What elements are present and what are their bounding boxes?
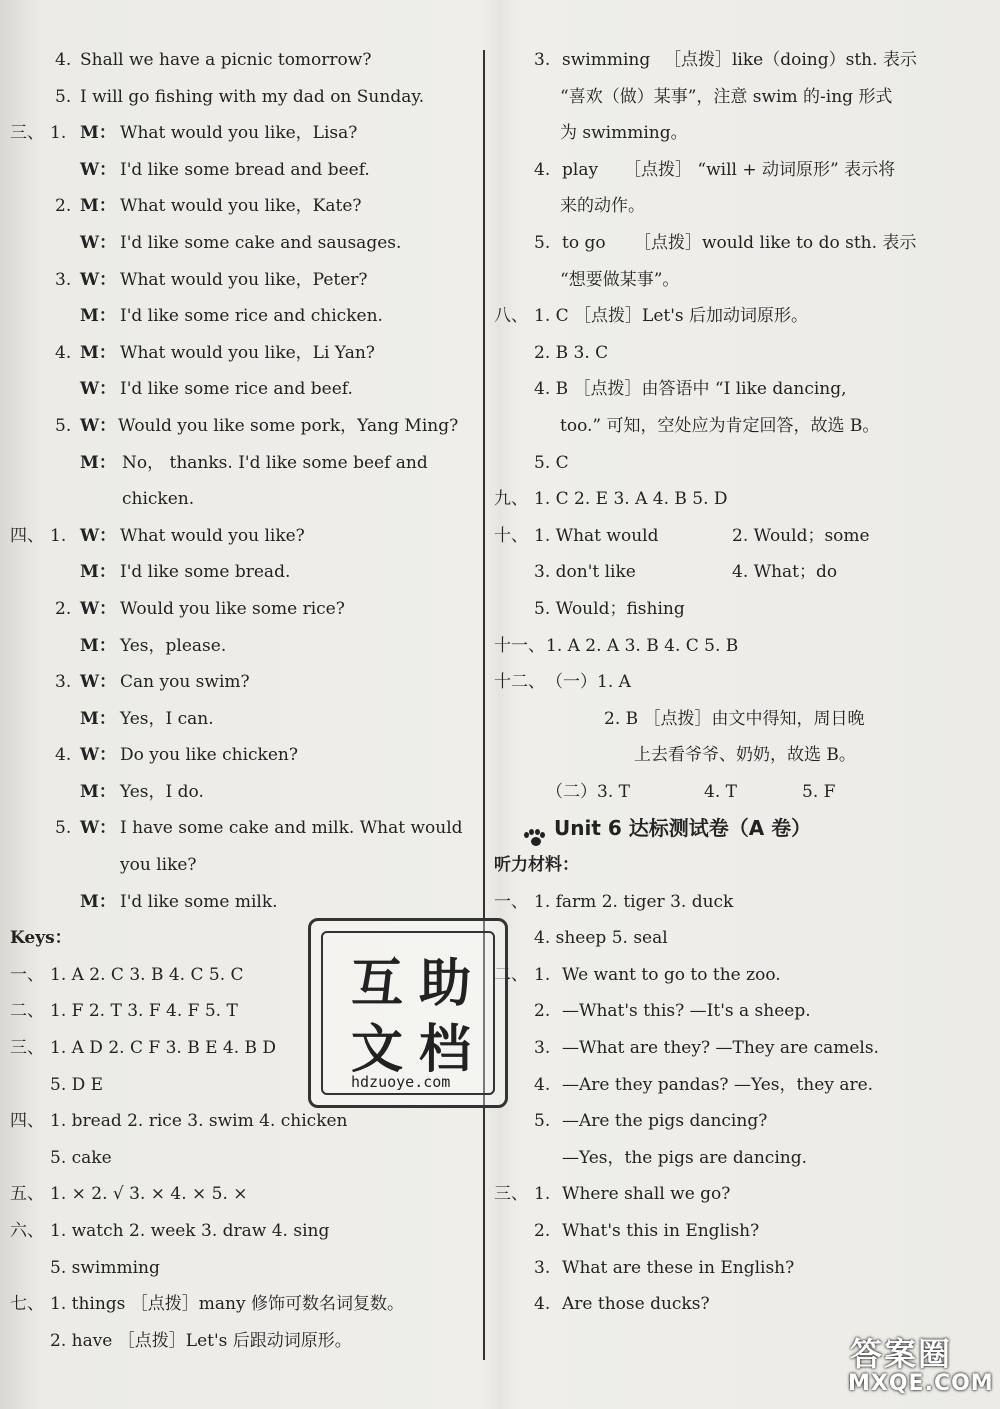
answer-text: 来的动作。 (560, 196, 645, 217)
answer-text: —Are the pigs dancing? (562, 1111, 768, 1132)
stamp-char-1: 互 (351, 954, 404, 1014)
answer-line (494, 152, 944, 189)
answer-line (494, 262, 944, 299)
answer-line (494, 1140, 944, 1177)
answer-text: I will go fishing with my dad on Sunday. (80, 86, 425, 107)
answer-line (494, 993, 944, 1030)
answer-text: chicken. (122, 489, 195, 510)
section-number: 四、 (10, 1111, 44, 1132)
answer-text: M： (80, 781, 116, 802)
answer-text: to go (562, 232, 606, 253)
answer-line (494, 884, 944, 921)
answer-line (10, 810, 465, 847)
section-number: 三、 (494, 1184, 528, 1205)
answer-text: M： (80, 635, 116, 656)
answer-text: Are those ducks? (562, 1294, 710, 1315)
answer-line (10, 408, 465, 445)
answer-line (494, 298, 944, 335)
answer-text: —What are they? —They are camels. (562, 1038, 879, 1059)
answer-text: M： (80, 196, 116, 217)
answer-line (10, 554, 465, 591)
answer-text: W： (80, 598, 117, 619)
right-column (494, 42, 944, 1323)
answer-text: Shall we have a picnic tomorrow? (80, 50, 372, 70)
answer-text: 1. watch 2. week 3. draw 4. sing (50, 1221, 330, 1241)
answer-text: 5. F (802, 781, 836, 802)
answer-text: “喜欢（做）某事”，注意 swim 的-ing 形式 (560, 86, 893, 107)
answer-text: too.” 可知，空处应为肯定回答，故选 B。 (560, 415, 880, 436)
answer-line (10, 1103, 465, 1140)
answer-line (494, 408, 944, 445)
answer-text: Where shall we go? (562, 1184, 731, 1205)
unit-heading: Unit 6 达标测试卷（A 卷） (554, 816, 812, 841)
answer-line (10, 1140, 465, 1177)
answer-text: 1. (50, 123, 67, 144)
answer-line (10, 298, 465, 335)
answer-text: 5. swimming (50, 1257, 160, 1278)
answer-line (494, 79, 944, 116)
answer-text: 3. (534, 50, 551, 70)
answer-line (494, 1250, 944, 1287)
answer-text: 5. C (534, 452, 569, 473)
answer-text: 4. (55, 50, 72, 70)
stamp-char-4: 档 (419, 1020, 472, 1080)
section-number: 六、 (10, 1221, 44, 1241)
answer-text: 4. (534, 1294, 551, 1315)
answer-text: 为 swimming。 (560, 123, 688, 144)
answer-text: What's this in English? (562, 1221, 760, 1241)
left-column (10, 42, 465, 1359)
answer-text: Yes，please. (120, 635, 227, 656)
section-number: 九、 (494, 489, 528, 510)
answer-line (494, 847, 944, 884)
answer-line (10, 225, 465, 262)
section-number: 三、 (10, 1038, 44, 1059)
answer-text: 1. × 2. √ 3. × 4. × 5. × (50, 1184, 248, 1205)
answer-line (10, 1250, 465, 1287)
watermark-url: MXQE.COM (848, 1371, 994, 1396)
answer-line (10, 1213, 465, 1250)
answer-text: ［点拨］ “will + 动词原形” 表示将 (624, 159, 896, 180)
answer-text: 1. farm 2. tiger 3. duck (534, 891, 734, 912)
answer-text: 2. (55, 598, 72, 619)
answer-text: M： (80, 123, 116, 144)
answer-line (10, 628, 465, 665)
answer-text: 4. What；do (732, 562, 838, 583)
answer-text: What would you like，Kate? (120, 196, 362, 217)
answer-text: 5. (534, 1111, 551, 1132)
answer-text: W： (80, 525, 117, 546)
answer-text: No， thanks. I'd like some beef and (122, 452, 428, 473)
answer-line (494, 810, 944, 847)
answer-line (494, 1286, 944, 1323)
answer-line (10, 371, 465, 408)
answer-line (10, 774, 465, 811)
answer-text: M： (80, 708, 116, 729)
answer-text: 4. (534, 159, 551, 180)
answer-text: Would you like some rice? (120, 598, 345, 619)
answer-text: 1. things ［点拨］many 修饰可数名词复数。 (50, 1294, 405, 1315)
answer-text: （二）3. T (546, 781, 630, 802)
answer-text: I'd like some cake and sausages. (120, 232, 402, 253)
answer-line (494, 518, 944, 555)
answer-text: I'd like some bread. (120, 562, 291, 583)
answer-text: Do you like chicken? (120, 745, 298, 766)
answer-text: M： (80, 891, 116, 912)
answer-text: 2. (534, 1221, 551, 1241)
stamp-char-2: 助 (419, 954, 472, 1014)
answer-line (10, 737, 465, 774)
answer-text: 3. (534, 1257, 551, 1278)
answer-text: W： (80, 159, 117, 180)
answer-line (494, 335, 944, 372)
answer-text: 1. C 2. E 3. A 4. B 5. D (534, 489, 728, 510)
answer-text: 4. (55, 745, 72, 766)
answer-text: W： (80, 745, 117, 766)
answer-line (10, 664, 465, 701)
answer-text: “想要做某事”。 (560, 269, 680, 290)
answer-text: M： (80, 452, 116, 473)
section-number: 五、 (10, 1184, 44, 1205)
answer-line (10, 1286, 465, 1323)
answer-text: 4. B ［点拨］由答语中 “I like dancing, (534, 379, 847, 400)
answer-text: 4. sheep 5. seal (534, 928, 668, 949)
answer-line (494, 1030, 944, 1067)
answer-text: 4. T (704, 781, 737, 802)
answer-text: —What's this? —It's a sheep. (562, 1001, 811, 1022)
answer-text: 1. F 2. T 3. F 4. F 5. T (50, 1001, 238, 1022)
section-number: 二、 (494, 964, 528, 985)
answer-text: W： (80, 818, 117, 839)
answer-line (10, 152, 465, 189)
answer-line (494, 1103, 944, 1140)
answer-line (10, 1323, 465, 1360)
answer-text: 1. A D 2. C F 3. B E 4. B D (50, 1038, 277, 1059)
answer-text: you like? (120, 855, 197, 876)
answer-text: I'd like some rice and chicken. (120, 306, 383, 327)
answer-text: I'd like some rice and beef. (120, 379, 353, 400)
answer-text: —Are they pandas? —Yes，they are. (562, 1074, 874, 1095)
answer-text: ［点拨］like（doing）sth. 表示 (664, 50, 917, 70)
answer-line (494, 701, 944, 738)
watermark-title: 答案圈 (850, 1335, 953, 1373)
section-number: 七、 (10, 1294, 44, 1315)
section-number: 二、 (10, 1001, 44, 1022)
answer-line (494, 42, 944, 79)
answer-text: M： (80, 562, 116, 583)
section-number: 四、 (10, 525, 44, 546)
section-number: 三、 (10, 123, 44, 144)
answer-text: M： (80, 342, 116, 363)
answer-text: swimming (562, 50, 651, 70)
answer-text: 5. (55, 415, 72, 436)
answer-text: ［点拨］would like to do sth. 表示 (634, 232, 917, 253)
answer-line (10, 884, 465, 921)
answer-text: W： (80, 672, 117, 693)
section-number: 十、 (494, 525, 528, 546)
answer-text: Yes，I can. (120, 708, 214, 729)
answer-text: What would you like? (120, 525, 305, 546)
answer-line (494, 445, 944, 482)
answer-line (10, 445, 465, 482)
section-number: 八、 (494, 306, 528, 327)
answer-line (10, 847, 465, 884)
answer-text: 1. (50, 525, 67, 546)
answer-text: M： (80, 306, 116, 327)
answer-text: 5. cake (50, 1147, 112, 1168)
answer-text: 5. (55, 818, 72, 839)
answer-text: 2. (534, 1001, 551, 1022)
answer-line (494, 481, 944, 518)
answer-text: 3. don't like (534, 562, 636, 583)
answer-line (494, 371, 944, 408)
answer-line (494, 957, 944, 994)
answer-line (10, 591, 465, 628)
answer-line (494, 737, 944, 774)
answer-text: W： (80, 379, 117, 400)
answer-line (10, 188, 465, 225)
answer-line (494, 1176, 944, 1213)
answer-line (10, 42, 465, 79)
answer-text: Can you swim? (120, 672, 250, 693)
answer-text: What would you like，Li Yan? (120, 342, 375, 363)
answer-text: 5. Would；fishing (534, 598, 685, 619)
section-number: 一、 (494, 891, 528, 912)
section-number: 十一、 (494, 635, 545, 656)
answer-text: What are these in English? (562, 1257, 795, 1278)
answer-line (494, 225, 944, 262)
answer-line (494, 664, 944, 701)
answer-text: 1. (534, 1184, 551, 1205)
answer-text: I have some cake and milk. What would (120, 818, 463, 839)
answer-text: I'd like some milk. (120, 891, 278, 912)
answer-text: 5. D E (50, 1074, 104, 1095)
section-number: 十二、 (494, 672, 545, 693)
answer-text: Would you like some pork，Yang Ming? (118, 415, 459, 436)
stamp-char-3: 文 (351, 1020, 404, 1080)
answer-line (494, 115, 944, 152)
answer-text: 1. What would (534, 525, 659, 546)
answer-line (494, 188, 944, 225)
answer-line (10, 262, 465, 299)
answer-line (494, 628, 944, 665)
answer-line (494, 554, 944, 591)
answer-text: 1. bread 2. rice 3. swim 4. chicken (50, 1111, 348, 1132)
paw-icon (524, 829, 546, 847)
answer-line (494, 591, 944, 628)
answer-text: What would you like，Peter? (120, 269, 368, 290)
answer-text: play (562, 159, 599, 180)
answer-line (10, 701, 465, 738)
answer-text: 3. (55, 672, 72, 693)
answer-text: 上去看爷爷、奶奶，故选 B。 (634, 745, 856, 766)
hudong-stamp (308, 918, 508, 1108)
answer-text: 听力材料： (494, 855, 579, 876)
answer-text: 2. (55, 196, 72, 217)
answer-text: —Yes，the pigs are dancing. (562, 1147, 807, 1168)
answer-text: 2. B ［点拨］由文中得知，周日晚 (604, 708, 865, 729)
section-number: 一、 (10, 964, 44, 985)
answer-line (10, 335, 465, 372)
answer-text: 2. Would；some (732, 525, 870, 546)
answer-text: 4. (55, 342, 72, 363)
answer-text: W： (80, 269, 117, 290)
answer-text: 2. have ［点拨］Let's 后跟动词原形。 (50, 1330, 352, 1351)
answer-text: 3. (534, 1038, 551, 1059)
answer-text: 1. A 2. A 3. B 4. C 5. B (546, 635, 739, 656)
answer-text: 1. C ［点拨］Let's 后加动词原形。 (534, 306, 809, 327)
answer-line (494, 920, 944, 957)
stamp-url: hdzuoye.com (351, 1073, 451, 1091)
answer-text: 2. B 3. C (534, 342, 609, 363)
answer-text: 5. (55, 86, 72, 107)
answer-line (10, 79, 465, 116)
answer-text: 5. (534, 232, 551, 253)
answer-text: What would you like，Lisa? (120, 123, 358, 144)
answer-line (10, 1176, 465, 1213)
answer-text: Yes，I do. (120, 781, 204, 802)
answer-line (10, 481, 465, 518)
answer-text: （一）1. A (546, 672, 631, 693)
answer-line (494, 1067, 944, 1104)
column-divider (483, 50, 485, 1360)
answer-text: W： (80, 232, 117, 253)
answer-text: Keys： (10, 928, 72, 949)
answer-text: I'd like some bread and beef. (120, 159, 370, 180)
answer-text: We want to go to the zoo. (562, 964, 781, 985)
answer-watermark (842, 1329, 992, 1401)
answer-text: 3. (55, 269, 72, 290)
answer-text: W： (80, 415, 117, 436)
answer-text: 1. A 2. C 3. B 4. C 5. C (50, 964, 244, 985)
answer-line (494, 1213, 944, 1250)
answer-line (494, 774, 944, 811)
answer-line (10, 518, 465, 555)
answer-line (10, 115, 465, 152)
answer-text: 4. (534, 1074, 551, 1095)
answer-text: 1. (534, 964, 551, 985)
